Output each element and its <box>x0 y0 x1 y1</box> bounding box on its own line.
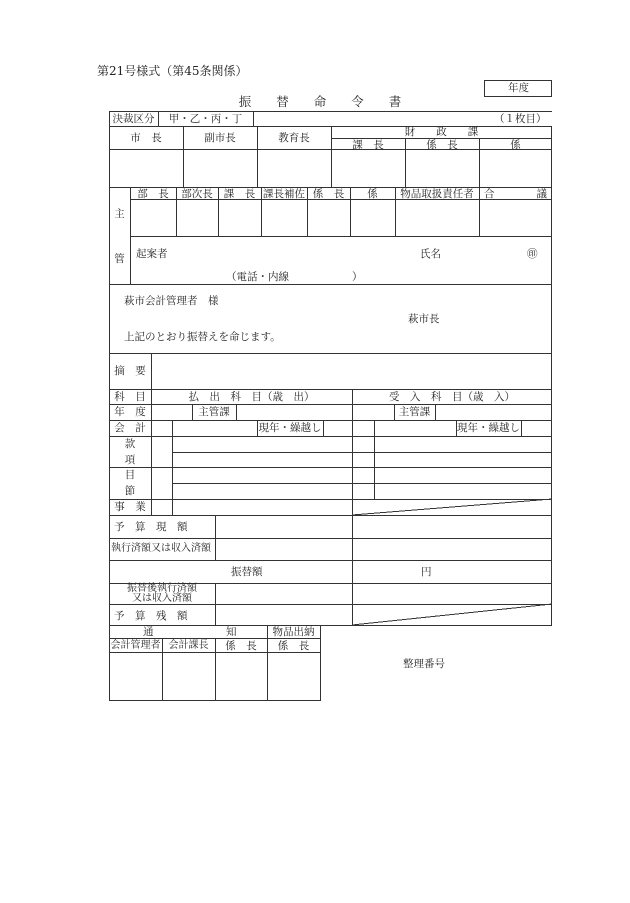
header-section-chief: 課 長 <box>223 188 256 200</box>
after-transfer-executed-label-2: 又は収入済額 <box>132 593 192 604</box>
fiscal-year-label: 年度 <box>508 82 529 94</box>
header-assistant-chief: 課長補佐 <box>263 188 305 200</box>
expense-current-carry: 現年・繰越し <box>258 422 322 434</box>
addressee: 萩市会計管理者 様 <box>124 295 219 307</box>
mayor-label: 市 長 <box>130 132 162 144</box>
seal-mark: ㊞ <box>527 248 538 260</box>
notice-tsu: 通 <box>143 626 154 638</box>
approval-grades: 甲・乙・丙・丁 <box>168 113 243 125</box>
header-subsection-chief: 係 長 <box>312 188 345 200</box>
finance-staff-label: 係 <box>510 139 521 151</box>
expense-subject-header: 払 出 科 目（歳 出） <box>188 391 315 403</box>
dept-side-char-2: 管 <box>114 253 125 265</box>
header-accounting-chief: 会計課長 <box>168 640 209 651</box>
issuer: 萩市長 <box>408 313 440 325</box>
header-notice-subsection-chief-1: 係 長 <box>225 640 257 652</box>
remaining-budget-label: 予 算 残 額 <box>114 610 188 622</box>
summary-label: 摘 要 <box>114 365 146 377</box>
reference-number-label: 整理番号 <box>403 658 445 670</box>
page-title: 振 替 命 令 書 <box>238 94 402 109</box>
drafter-label: 起案者 <box>136 248 168 260</box>
finance-subsection-chief-label: 係 長 <box>426 139 458 151</box>
current-budget-label: 予 算 現 額 <box>114 521 188 533</box>
header-staff: 係 <box>367 188 378 200</box>
row-setsu: 節 <box>124 485 136 497</box>
project-label: 事 業 <box>114 501 146 513</box>
subject-label: 科 目 <box>114 391 146 403</box>
finance-section-chief-label: 課 長 <box>352 139 384 151</box>
header-deputy-director: 部次長 <box>181 188 213 200</box>
dept-side-char-1: 主 <box>114 208 125 220</box>
after-transfer-executed-label-1: 振替後執行済額 <box>127 583 197 594</box>
expense-dept-label: 主管課 <box>198 406 230 418</box>
transfer-amount-label: 振替額 <box>231 566 263 578</box>
account-label: 会 計 <box>114 422 146 434</box>
header-goods-manager: 物品取扱責任者 <box>400 188 474 200</box>
year-label: 年 度 <box>114 406 146 418</box>
form-number: 第21号様式（第45条関係） <box>97 64 248 78</box>
header-consultation: 合 議 <box>484 188 547 200</box>
revenue-current-carry: 現年・繰越し <box>457 422 520 434</box>
yen-unit: 円 <box>421 566 432 578</box>
order-statement: 上記のとおり振替えを命じます。 <box>124 331 281 343</box>
phone-extension-label: （電話・内線 ） <box>226 271 363 283</box>
goods-accounting-label: 物品出納 <box>272 626 315 638</box>
notice-chi: 知 <box>226 626 237 638</box>
revenue-subject-header: 受 入 科 目（歳 入） <box>389 391 515 403</box>
header-accounting-manager: 会計管理者 <box>110 640 161 651</box>
header-notice-subsection-chief-2: 係 長 <box>277 640 310 652</box>
row-moku: 目 <box>124 469 136 481</box>
finance-dept-label: 財 政 課 <box>404 126 479 138</box>
sheet-number: （１枚目） <box>494 113 547 125</box>
revenue-dept-label: 主管課 <box>398 406 431 418</box>
approval-class-label: 決裁区分 <box>112 113 155 125</box>
row-kou: 項 <box>124 454 136 466</box>
row-kan: 款 <box>124 438 136 450</box>
vice-mayor-label: 副市長 <box>204 132 236 144</box>
executed-amount-label: 執行済額又は収入済額 <box>111 543 211 554</box>
superintendent-label: 教育長 <box>278 132 310 144</box>
header-dept-director: 部 長 <box>137 188 169 200</box>
name-label: 氏名 <box>420 248 441 260</box>
